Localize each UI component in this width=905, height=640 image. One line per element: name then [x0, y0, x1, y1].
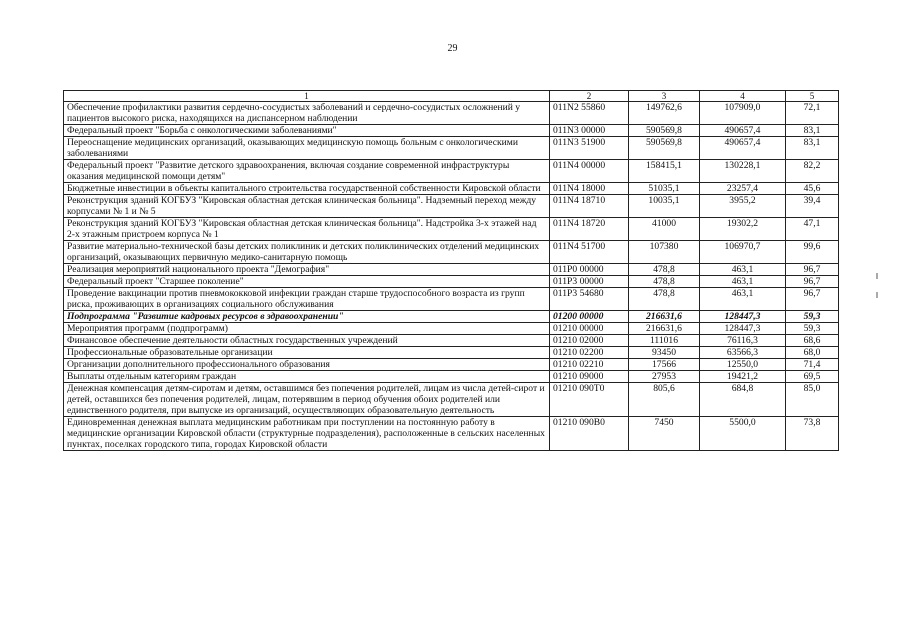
row-code: 01210 02000: [550, 335, 629, 347]
table-row: [64, 241, 839, 264]
row-percent: 96,7: [786, 264, 839, 276]
row-code: 01210 02210: [550, 359, 629, 371]
row-planned: 478,8: [629, 276, 700, 288]
row-name: Выплаты отдельным категориям граждан: [64, 371, 550, 383]
row-planned: 10035,1: [629, 195, 700, 218]
row-code: 011P0 00000: [550, 264, 629, 276]
row-planned: 93450: [629, 347, 700, 359]
row-planned: 590569,8: [629, 137, 700, 160]
row-executed: 463,1: [700, 276, 786, 288]
row-name: Развитие материально-технической базы детских поликлиник и детских поликлинических отделений медицинских организаций, оказывающих первичную медико-санитарную помощь: [64, 241, 550, 264]
row-name: Реконструкция зданий КОГБУЗ "Кировская областная детская клиническая больница". Надземный переход между корпусами № 1 и № 5: [64, 195, 550, 218]
row-name: Денежная компенсация детям-сиротам и детям, оставшимся без попечения родителей, лицам из числа детей-сирот и детей, оставшихся без попечения родителей, лицам, потерявшим в период обучения обоих родителей или единственного родителя, при выпуске из организаций, осуществляющих образовательную деятельность: [64, 383, 550, 417]
row-code: 01210 09000: [550, 371, 629, 383]
row-executed: 19421,2: [700, 371, 786, 383]
row-executed: 106970,7: [700, 241, 786, 264]
header-cell-2: 2: [550, 91, 629, 102]
row-percent: 59,3: [786, 323, 839, 335]
row-name: Подпрограмма "Развитие кадровых ресурсов в здравоохранении": [64, 311, 550, 323]
row-executed: 463,1: [700, 264, 786, 276]
row-code: 011N4 51700: [550, 241, 629, 264]
table-row: [64, 218, 839, 241]
row-executed: 490657,4: [700, 125, 786, 137]
row-planned: 805,6: [629, 383, 700, 417]
row-planned: 27953: [629, 371, 700, 383]
row-percent: 59,3: [786, 311, 839, 323]
row-name: Переоснащение медицинских организаций, оказывающих медицинскую помощь больным с онкологическими заболеваниями: [64, 137, 550, 160]
row-code: 011P3 00000: [550, 276, 629, 288]
row-percent: 83,1: [786, 125, 839, 137]
table-row: [64, 359, 839, 371]
budget-table: [63, 90, 839, 451]
header-row: [64, 91, 839, 102]
row-executed: 128447,3: [700, 323, 786, 335]
table-row: [64, 137, 839, 160]
header-cell-4: 4: [700, 91, 786, 102]
table-row: [64, 276, 839, 288]
row-code: 01210 00000: [550, 323, 629, 335]
row-planned: 111016: [629, 335, 700, 347]
row-name: Проведение вакцинации против пневмококковой инфекции граждан старше трудоспособного возраста из групп риска, проживающих в организациях социального обслуживания: [64, 288, 550, 311]
row-planned: 149762,6: [629, 102, 700, 125]
row-name: Реализация мероприятий национального проекта "Демография": [64, 264, 550, 276]
row-planned: 158415,1: [629, 160, 700, 183]
row-code: 011N3 51900: [550, 137, 629, 160]
table-row: [64, 288, 839, 311]
row-executed: 3955,2: [700, 195, 786, 218]
row-percent: 85,0: [786, 383, 839, 417]
row-percent: 99,6: [786, 241, 839, 264]
table-row: [64, 335, 839, 347]
table-row: [64, 125, 839, 137]
row-name: Организации дополнительного профессионального образования: [64, 359, 550, 371]
row-code: 01210 02200: [550, 347, 629, 359]
scan-margin-mark: [876, 273, 878, 279]
row-planned: 41000: [629, 218, 700, 241]
row-planned: 7450: [629, 417, 700, 451]
row-name: Мероприятия программ (подпрограмм): [64, 323, 550, 335]
table-row: [64, 383, 839, 417]
row-executed: 76116,3: [700, 335, 786, 347]
row-percent: 69,5: [786, 371, 839, 383]
row-name: Единовременная денежная выплата медицинским работникам при поступлении на постоянную работу в медицинские организации Кировской области (структурные подразделения), расположенные в сельских населенных пунктах, поселках городского типа, городах Кировской области: [64, 417, 550, 451]
row-executed: 63566,3: [700, 347, 786, 359]
row-percent: 45,6: [786, 183, 839, 195]
row-planned: 590569,8: [629, 125, 700, 137]
table-row: [64, 417, 839, 451]
header-cell-5: 5: [786, 91, 839, 102]
row-percent: 73,8: [786, 417, 839, 451]
row-code: 011N4 18720: [550, 218, 629, 241]
row-executed: 463,1: [700, 288, 786, 311]
table-row: [64, 347, 839, 359]
row-code: 011N4 00000: [550, 160, 629, 183]
row-name: Федеральный проект "Старшее поколение": [64, 276, 550, 288]
row-name: Обеспечение профилактики развития сердечно-сосудистых заболеваний и сердечно-сосудистых осложнений у пациентов высокого риска, находящихся на диспансерном наблюдении: [64, 102, 550, 125]
row-planned: 51035,1: [629, 183, 700, 195]
row-name: Финансовое обеспечение деятельности областных государственных учреждений: [64, 335, 550, 347]
page-number: 29: [447, 43, 458, 54]
row-code: 011P3 54680: [550, 288, 629, 311]
table-row: [64, 102, 839, 125]
row-planned: 478,8: [629, 264, 700, 276]
table-row: [64, 195, 839, 218]
row-executed: 128447,3: [700, 311, 786, 323]
row-percent: 72,1: [786, 102, 839, 125]
row-code: 011N2 55860: [550, 102, 629, 125]
row-percent: 71,4: [786, 359, 839, 371]
row-executed: 12550,0: [700, 359, 786, 371]
row-name: Федеральный проект "Борьба с онкологическими заболеваниями": [64, 125, 550, 137]
row-percent: 68,0: [786, 347, 839, 359]
row-name: Профессиональные образовательные организации: [64, 347, 550, 359]
row-planned: 107380: [629, 241, 700, 264]
row-name: Реконструкция зданий КОГБУЗ "Кировская областная детская клиническая больница". Надстройка 3-х этажей над 2-х этажным пристроем корпуса № 1: [64, 218, 550, 241]
row-code: 011N4 18710: [550, 195, 629, 218]
table-row: [64, 160, 839, 183]
row-executed: 5500,0: [700, 417, 786, 451]
row-code: 011N3 00000: [550, 125, 629, 137]
row-planned: 478,8: [629, 288, 700, 311]
row-percent: 83,1: [786, 137, 839, 160]
row-name: Бюджетные инвестиции в объекты капитального строительства государственной собственности Кировской области: [64, 183, 550, 195]
row-percent: 82,2: [786, 160, 839, 183]
row-executed: 684,8: [700, 383, 786, 417]
row-name: Федеральный проект "Развитие детского здравоохранения, включая создание современной инфраструктуры оказания медицинской помощи детям": [64, 160, 550, 183]
row-code: 01210 090В0: [550, 417, 629, 451]
row-percent: 96,7: [786, 288, 839, 311]
row-executed: 23257,4: [700, 183, 786, 195]
row-percent: 96,7: [786, 276, 839, 288]
row-percent: 47,1: [786, 218, 839, 241]
table-row: [64, 264, 839, 276]
row-planned: 216631,6: [629, 323, 700, 335]
row-planned: 17566: [629, 359, 700, 371]
row-percent: 39,4: [786, 195, 839, 218]
row-executed: 490657,4: [700, 137, 786, 160]
row-percent: 68,6: [786, 335, 839, 347]
row-executed: 19302,2: [700, 218, 786, 241]
header-cell-1: 1: [64, 91, 550, 102]
header-cell-3: 3: [629, 91, 700, 102]
row-planned: 216631,6: [629, 311, 700, 323]
row-executed: 107909,0: [700, 102, 786, 125]
table-row: [64, 311, 839, 323]
row-code: 011N4 18000: [550, 183, 629, 195]
table-row: [64, 183, 839, 195]
row-executed: 130228,1: [700, 160, 786, 183]
table-row: [64, 371, 839, 383]
row-code: 01210 090Т0: [550, 383, 629, 417]
scan-margin-mark: [876, 292, 878, 298]
row-code: 01200 00000: [550, 311, 629, 323]
table-row: [64, 323, 839, 335]
